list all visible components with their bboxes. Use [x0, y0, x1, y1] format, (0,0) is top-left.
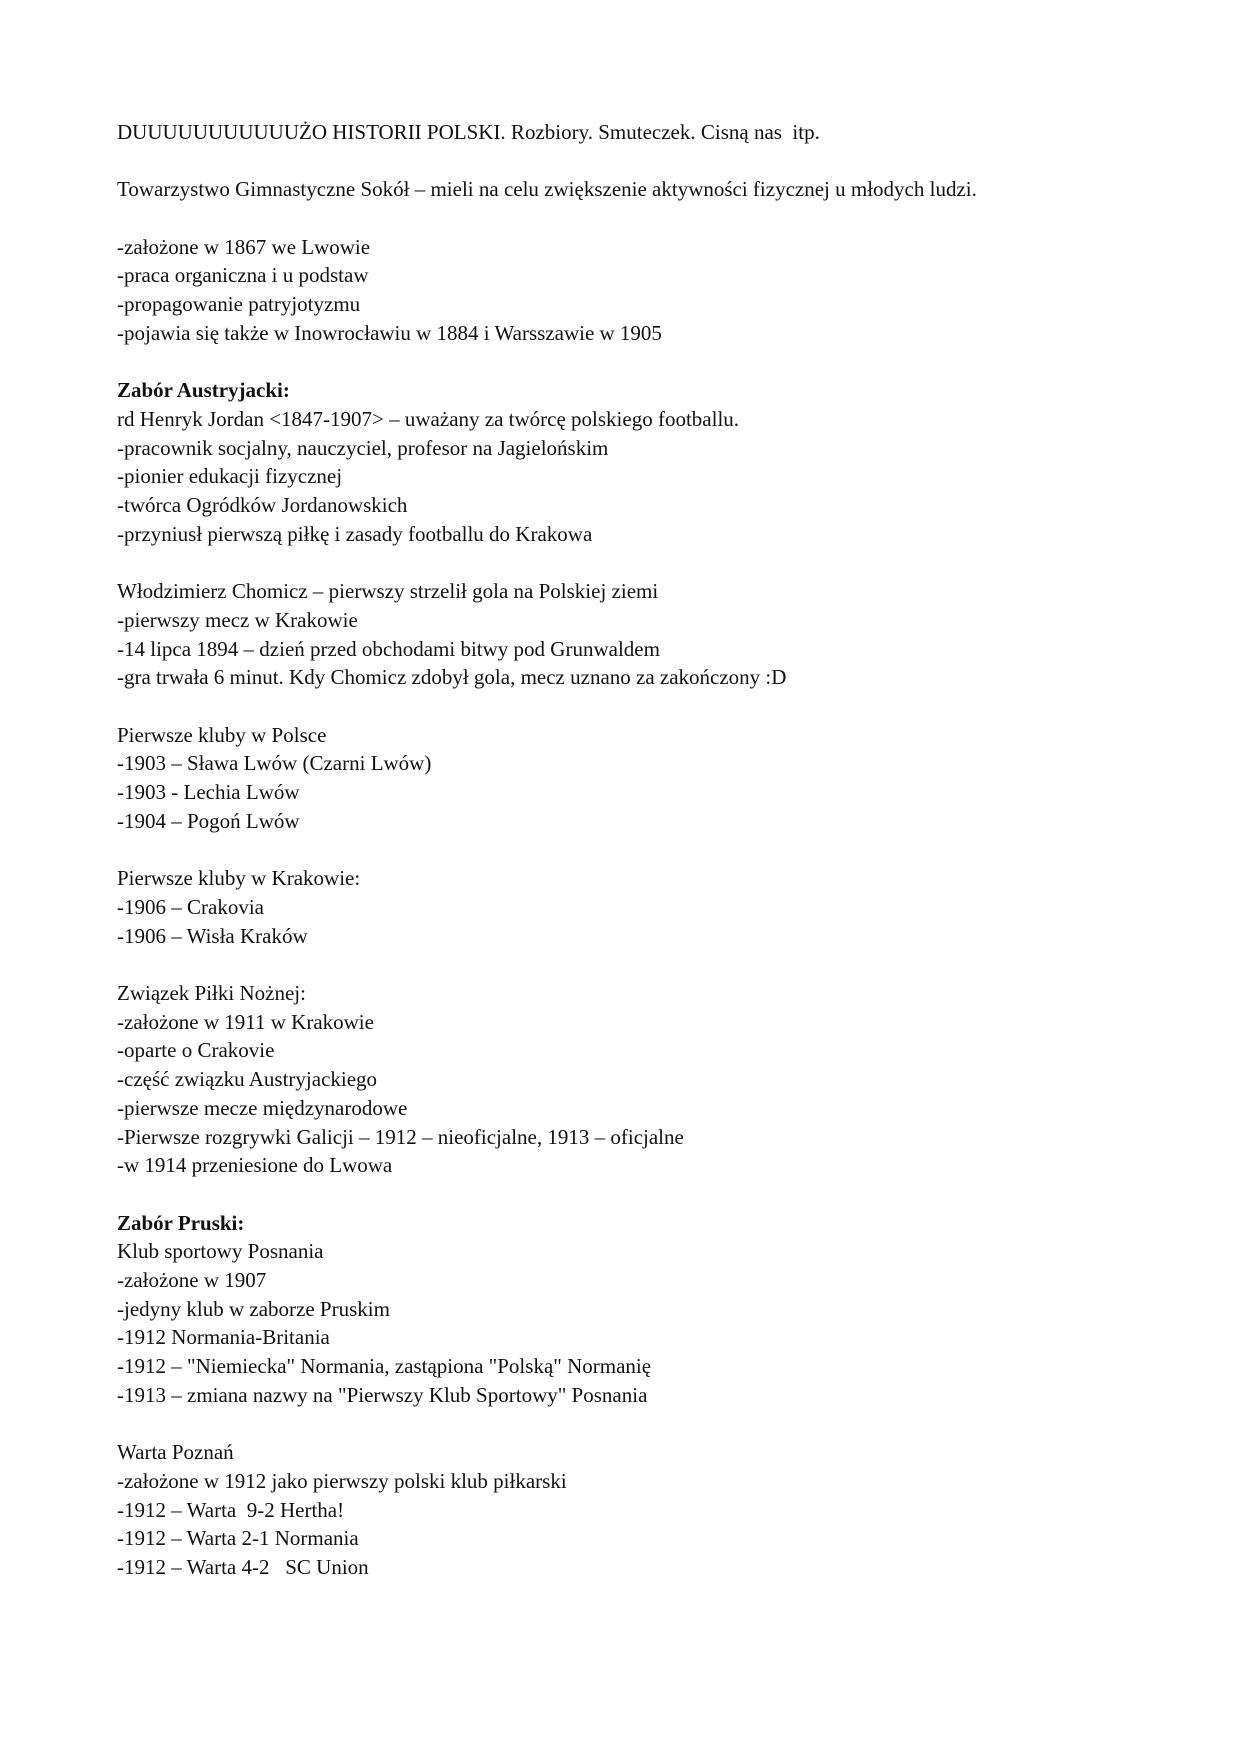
list-item: -1912 – Warta 2-1 Normania: [117, 1526, 359, 1551]
section-heading-austria: Zabór Austryjacki:: [117, 378, 290, 403]
spacer: [117, 950, 1117, 979]
spacer: [117, 1180, 1117, 1209]
list-item: rd Henryk Jordan <1847-1907> – uważany za twórcę polskiego footballu.: [117, 406, 740, 431]
section-heading-prussia: Zabór Pruski:: [117, 1210, 245, 1235]
list-item: -pojawia się także w Inowrocławiu w 1884 i Warsszawie w 1905: [117, 320, 662, 345]
list-item: -1904 – Pogoń Lwów: [117, 808, 300, 833]
list-item: -twórca Ogródków Jordanowskich: [117, 493, 408, 518]
list-item: -pracownik socjalny, nauczyciel, profesor na Jagielońskim: [117, 435, 609, 460]
list-item: -14 lipca 1894 – dzień przed obchodami bitwy pod Grunwaldem: [117, 636, 660, 661]
spacer: [117, 692, 1117, 721]
list-item: Włodzimierz Chomicz – pierwszy strzelił gola na Polskiej ziemi: [117, 579, 659, 604]
list-item: -1912 – "Niemiecka" Normania, zastąpiona "Polską" Normanię: [117, 1354, 652, 1379]
list-item: Warta Poznań: [117, 1440, 234, 1465]
list-item: -jedyny klub w zaborze Pruskim: [117, 1296, 390, 1321]
list-item: -propagowanie patryjotyzmu: [117, 292, 361, 317]
spacer: [117, 204, 1117, 233]
list-item: -gra trwała 6 minut. Kdy Chomicz zdobył gola, mecz uznano za zakończony :D: [117, 665, 787, 690]
list-item: -1913 – zmiana nazwy na "Pierwszy Klub Sportowy" Posnania: [117, 1382, 648, 1407]
list-item: -1906 – Crakovia: [117, 894, 264, 919]
spacer: [117, 348, 1117, 377]
list-item: -1912 – Warta 9-2 Hertha!: [117, 1497, 345, 1522]
list-item: -założone w 1911 w Krakowie: [117, 1009, 374, 1034]
list-item: Pierwsze kluby w Polsce: [117, 722, 327, 747]
list-item: -pionier edukacji fizycznej: [117, 464, 343, 489]
list-item: -założone w 1907: [117, 1268, 267, 1292]
list-item: Pierwsze kluby w Krakowie:: [117, 866, 361, 891]
list-item: -praca organiczna i u podstaw: [117, 263, 369, 288]
list-item: Klub sportowy Posnania: [117, 1239, 324, 1264]
list-item: -1912 – Warta 4-2 SC Union: [117, 1555, 369, 1580]
list-item: -założone w 1867 we Lwowie: [117, 234, 371, 259]
list-item: -w 1914 przeniesione do Lwowa: [117, 1153, 393, 1178]
list-item: -pierwszy mecz w Krakowie: [117, 607, 358, 632]
intro-line: DUUUUUUUUUUUŻO HISTORII POLSKI. Rozbiory. Smuteczek. Cisną nas itp.: [117, 120, 820, 144]
list-item: -założone w 1912 jako pierwszy polski klub piłkarski: [117, 1468, 567, 1493]
list-item: -przyniusł pierwszą piłkę i zasady footballu do Krakowa: [117, 521, 593, 546]
list-item: -Pierwsze rozgrywki Galicji – 1912 – nieoficjalne, 1913 – oficjalne: [117, 1124, 684, 1149]
spacer: [117, 1410, 1117, 1439]
spacer: [117, 836, 1117, 865]
list-item: -1903 – Sława Lwów (Czarni Lwów): [117, 751, 432, 776]
list-item: -część związku Austryjackiego: [117, 1067, 378, 1092]
list-item: -pierwsze mecze międzynarodowe: [117, 1095, 408, 1120]
list-item: -oparte o Crakovie: [117, 1038, 275, 1063]
document-body: [117, 118, 1117, 1582]
list-item: -1912 Normania-Britania: [117, 1325, 330, 1350]
sokol-lead: Towarzystwo Gimnastyczne Sokół – mieli na celu zwiększenie aktywności fizycznej u młodych ludzi.: [117, 177, 977, 202]
spacer: [117, 549, 1117, 578]
list-item: Związek Piłki Nożnej:: [117, 980, 306, 1005]
spacer: [117, 147, 1117, 176]
list-item: -1906 – Wisła Kraków: [117, 923, 308, 948]
list-item: -1903 - Lechia Lwów: [117, 780, 300, 805]
